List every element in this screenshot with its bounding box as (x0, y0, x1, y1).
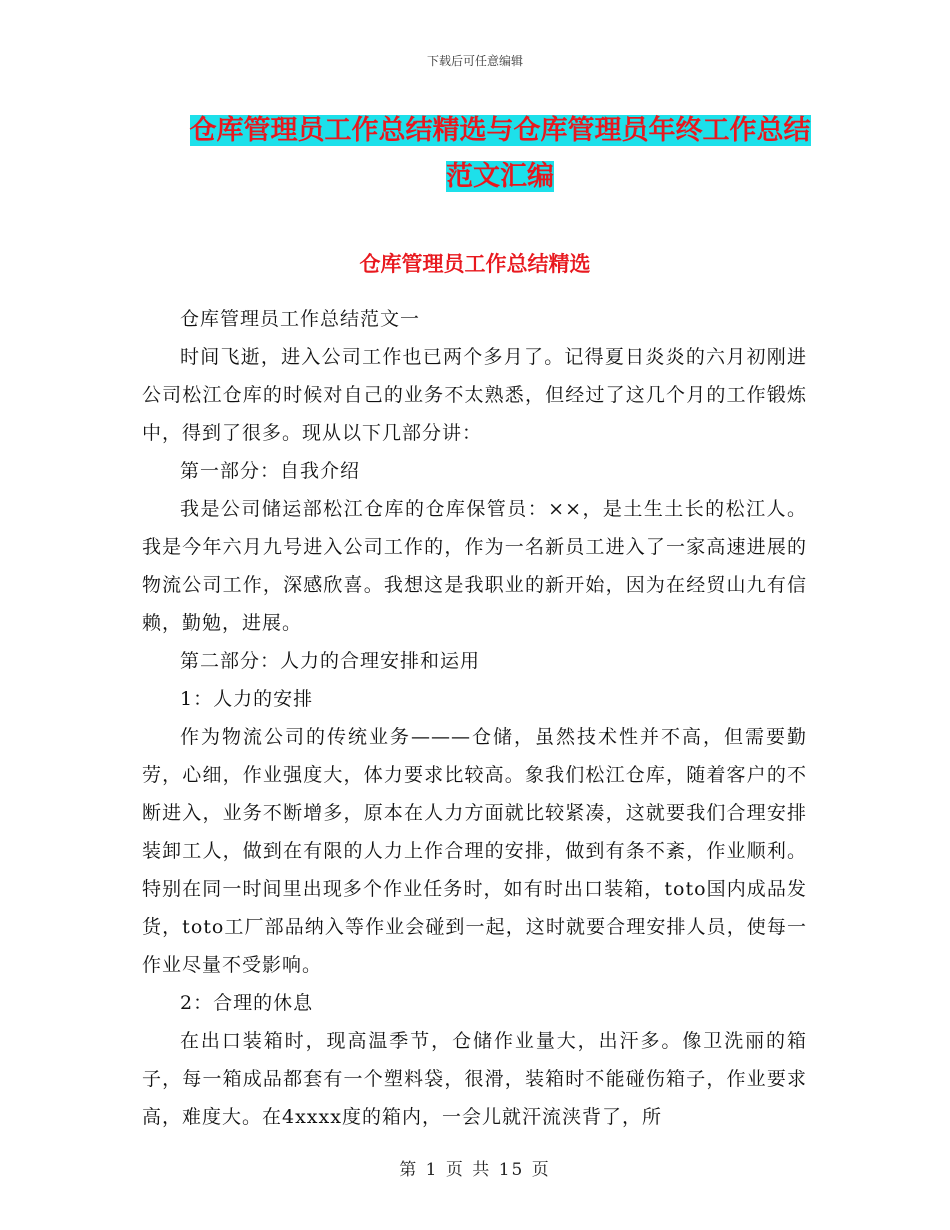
paragraph: 2：合理的休息 (180, 992, 314, 1014)
document-body (142, 300, 807, 1136)
document-title-line-1: 仓库管理员工作总结精选与仓库管理员年终工作总结 (189, 115, 811, 146)
paragraph: 第一部分：自我介绍 (180, 460, 361, 482)
paragraph: 我是公司储运部松江仓库的仓库保管员：××，是土生土长的松江人。我是今年六月九号进入公司工作的，作为一名新员工进入了一家高速进展的物流公司工作，深感欣喜。我想这是我职业的新开始，因为在经贸山九有信赖，勤勉，进展。 (142, 498, 807, 634)
paragraph: 1：人力的安排 (180, 688, 314, 710)
paragraph: 作为物流公司的传统业务———仓储，虽然技术性并不高，但需要勤劳，心细，作业强度大，体力要求比较高。象我们松江仓库，随着客户的不断进入，业务不断增多，原本在人力方面就比较紧凑，这就要我们合理安排装卸工人，做到在有限的人力上作合理的安排，做到有条不紊，作业顺利。特别在同一时间里出现多个作业任务时，如有时出口装箱，toto国内成品发货，toto工厂部品纳入等作业会碰到一起，这时就要合理安排人员，使每一作业尽量不受影响。 (142, 726, 807, 976)
paragraph: 在出口装箱时，现高温季节，仓储作业量大，出汗多。像卫洗丽的箱子，每一箱成品都套有一个塑料袋，很滑，装箱时不能碰伤箱子，作业要求高，难度大。在4xxxx度的箱内，一会儿就汗流浃背了，所 (142, 1030, 807, 1128)
paragraph: 仓库管理员工作总结范文一 (180, 308, 421, 330)
paragraph: 第二部分：人力的合理安排和运用 (180, 650, 481, 672)
document-title-line-2: 范文汇编 (446, 161, 554, 192)
paragraph: 时间飞逝，进入公司工作也已两个多月了。记得夏日炎炎的六月初刚进公司松江仓库的时候对自己的业务不太熟悉，但经过了这几个月的工作锻炼中，得到了很多。现从以下几部分讲： (142, 346, 807, 444)
section-title: 仓库管理员工作总结精选 (359, 252, 591, 276)
document-title (150, 108, 850, 200)
page-footer: 第 1 页 共 15 页 (399, 1160, 551, 1180)
header-note: 下载后可任意编辑 (426, 54, 523, 68)
